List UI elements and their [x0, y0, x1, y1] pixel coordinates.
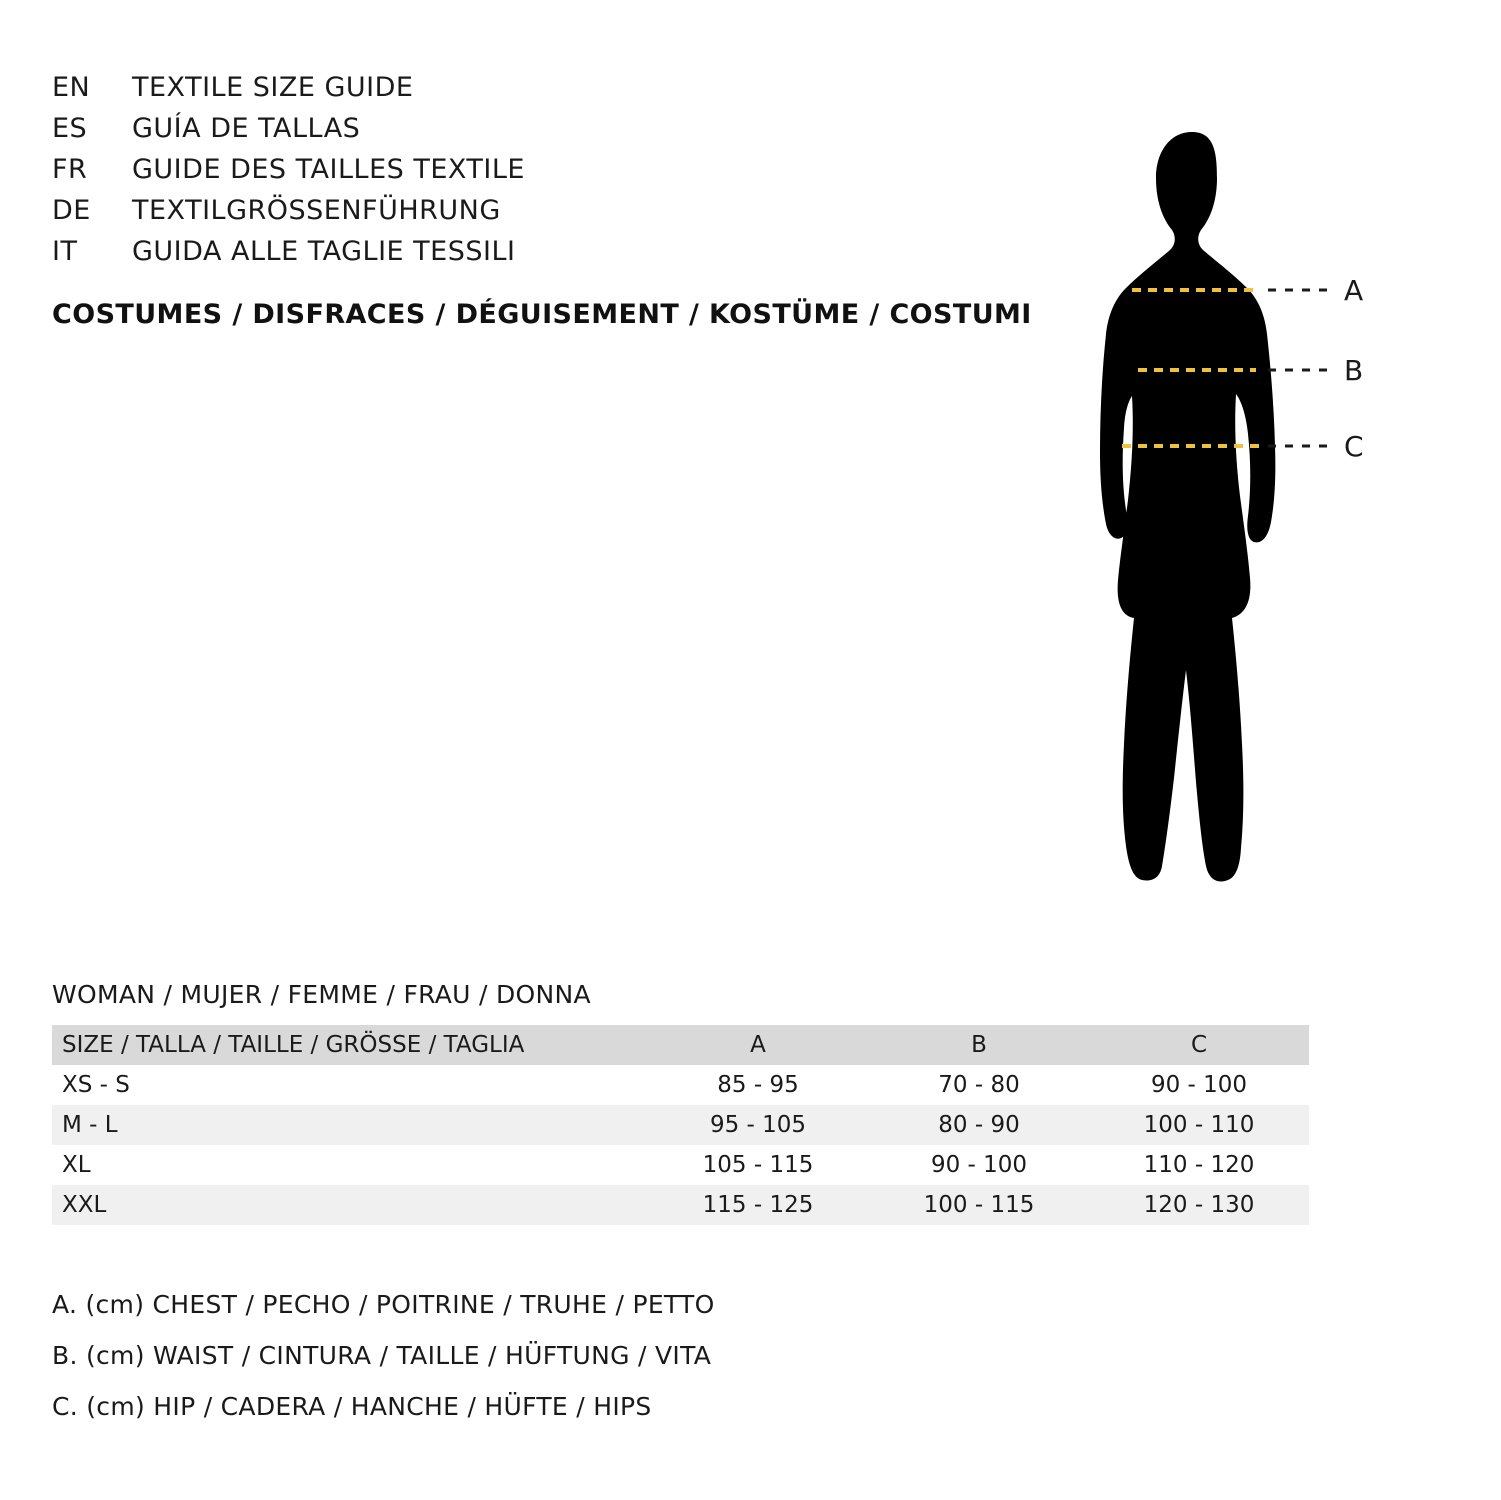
language-title: GUIDE DES TAILLES TEXTILE	[132, 154, 525, 185]
table-body	[52, 1065, 1309, 1225]
cell-b: 80 - 90	[869, 1105, 1089, 1145]
costumes-subtitle: COSTUMES / DISFRACES / DÉGUISEMENT / KOSTÜME / COSTUMI	[52, 299, 1032, 330]
language-row	[52, 154, 1032, 185]
cell-size: XS - S	[52, 1065, 647, 1105]
size-table	[52, 1025, 1309, 1225]
cell-c: 110 - 120	[1089, 1145, 1309, 1185]
marker-label-b: B	[1344, 354, 1364, 387]
cell-size: XL	[52, 1145, 647, 1185]
language-row	[52, 113, 1032, 144]
language-row	[52, 195, 1032, 226]
language-row	[52, 72, 1032, 103]
cell-b: 100 - 115	[869, 1185, 1089, 1225]
cell-b: 90 - 100	[869, 1145, 1089, 1185]
cell-a: 95 - 105	[647, 1105, 869, 1145]
language-code: IT	[52, 236, 78, 267]
language-code: ES	[52, 113, 88, 144]
table-header-c: C	[1089, 1025, 1309, 1065]
cell-size: XXL	[52, 1185, 647, 1225]
cell-b: 70 - 80	[869, 1065, 1089, 1105]
table-header-row	[52, 1025, 1309, 1065]
cell-a: 105 - 115	[647, 1145, 869, 1185]
silhouette-icon	[1100, 132, 1275, 881]
legend-item-b: B. (cm) WAIST / CINTURA / TAILLE / HÜFTUNG / VITA	[52, 1341, 712, 1370]
marker-label-a: A	[1344, 274, 1364, 307]
female-silhouette-figure	[1060, 60, 1460, 950]
cell-c: 90 - 100	[1089, 1065, 1309, 1105]
table-row	[52, 1105, 1309, 1145]
legend-item-c: C. (cm) HIP / CADERA / HANCHE / HÜFTE / HIPS	[52, 1392, 652, 1421]
table-caption: WOMAN / MUJER / FEMME / FRAU / DONNA	[52, 980, 591, 1009]
language-code: EN	[52, 72, 91, 103]
language-title: GUÍA DE TALLAS	[132, 113, 361, 144]
cell-a: 85 - 95	[647, 1065, 869, 1105]
legend-item-a: A. (cm) CHEST / PECHO / POITRINE / TRUHE / PETTO	[52, 1290, 715, 1319]
cell-size: M - L	[52, 1105, 647, 1145]
table-row	[52, 1185, 1309, 1225]
table-row	[52, 1145, 1309, 1185]
table-header-a: A	[647, 1025, 869, 1065]
language-code: DE	[52, 195, 91, 226]
table-header	[52, 1025, 1309, 1065]
table-row	[52, 1065, 1309, 1105]
language-row	[52, 236, 1032, 267]
cell-c: 100 - 110	[1089, 1105, 1309, 1145]
language-code: FR	[52, 154, 88, 185]
language-title: TEXTILE SIZE GUIDE	[132, 72, 414, 103]
cell-c: 120 - 130	[1089, 1185, 1309, 1225]
marker-label-c: C	[1344, 430, 1364, 463]
measurement-legend	[52, 1290, 1152, 1443]
size-table-section	[52, 980, 1352, 1225]
language-title: GUIDA ALLE TAGLIE TESSILI	[132, 236, 516, 267]
table-header-size: SIZE / TALLA / TAILLE / GRÖSSE / TAGLIA	[52, 1025, 647, 1065]
header-block	[52, 72, 1032, 330]
language-title: TEXTILGRÖSSENFÜHRUNG	[132, 195, 501, 226]
table-header-b: B	[869, 1025, 1089, 1065]
cell-a: 115 - 125	[647, 1185, 869, 1225]
